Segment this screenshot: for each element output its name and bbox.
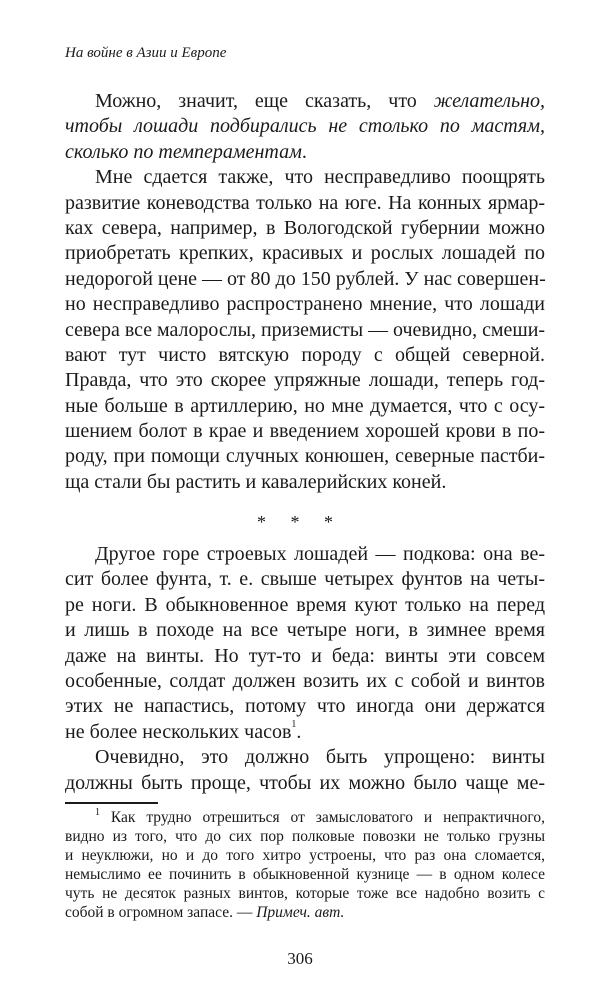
text-line: особенные, солдат должен возить их с собой и винтов bbox=[65, 669, 545, 692]
paragraph-1 bbox=[65, 89, 545, 165]
footnote bbox=[65, 808, 545, 922]
text-line: чуть не десяток разных винтов, которые тоже все надобно возить с bbox=[65, 885, 545, 902]
text-line: приобретать крепких, красивых и рослых лошадей по bbox=[65, 242, 545, 265]
paragraph-2 bbox=[65, 165, 545, 495]
text-line: развитие коневодства только на юге. На конных ярмар- bbox=[65, 191, 545, 214]
text-line: ные больше в артиллерию, но мне думается, что с осу- bbox=[65, 394, 545, 417]
text-span: Можно, значит, еще сказать, что bbox=[95, 90, 434, 112]
text-line: сит более фунта, т. е. свыше четырех фунтов на четы- bbox=[65, 568, 545, 591]
page-number: 306 bbox=[287, 949, 313, 968]
text-line bbox=[65, 720, 545, 745]
text-span: собой в огромном запасе. — bbox=[65, 904, 257, 921]
text-span: Как трудно отрешиться от замысловатого и непрактичного, bbox=[110, 809, 546, 826]
text-line bbox=[65, 89, 545, 114]
italic-text: желательно, bbox=[433, 90, 545, 112]
text-line: и лишь в походе на все четыре ноги, в зимнее время bbox=[65, 619, 545, 642]
text-line: даже на винты. Но тут-то и беда: винты эти совсем bbox=[65, 644, 545, 667]
text-line bbox=[65, 903, 545, 922]
footnote-divider bbox=[65, 802, 158, 804]
text-line bbox=[65, 808, 545, 827]
text-line: Другое горе строевых лошадей — подкова: она ве- bbox=[95, 543, 545, 565]
italic-text: чтобы лошади подбирались не столько по мастям, bbox=[65, 115, 545, 138]
running-head: На войне в Азии и Европе bbox=[65, 45, 227, 61]
text-line: этих не напастись, потому что иногда они держатся bbox=[65, 695, 545, 718]
text-line: и неуклюжи, но и до того хитро устроены, что раз она сломается, bbox=[65, 847, 545, 864]
section-separator: * * * bbox=[257, 512, 343, 532]
text-line: видно из того, что до сих пор полковые повозки не только грузны bbox=[65, 828, 545, 845]
text-span: . bbox=[296, 720, 302, 743]
text-line: ща стали бы растить и кавалерийских коней. bbox=[65, 470, 447, 493]
footnote-marker: 1 bbox=[95, 807, 100, 818]
text-span: . bbox=[301, 140, 307, 163]
footnote-reference[interactable]: 1 bbox=[291, 718, 297, 730]
text-line: немыслимо ее починить в обыкновенной кузнице — в одном колесе bbox=[65, 866, 545, 883]
text-line: ре ноги. В обыкновенное время куют только на перед bbox=[65, 593, 545, 616]
text-line: недорогой цене — от 80 до 150 рублей. У нас совершен- bbox=[65, 267, 546, 290]
text-line: но несправедливо распространено мнение, что лошади bbox=[65, 293, 545, 316]
text-line: роду, при помощи случных конюшен, северные пастби- bbox=[65, 445, 545, 468]
text-line: Очевидно, это должно быть упрощено: винты bbox=[95, 746, 545, 769]
italic-text: Примеч. авт. bbox=[256, 904, 345, 921]
text-line bbox=[65, 114, 545, 139]
text-line: севера все малорослы, приземисты — очевидно, смеши- bbox=[65, 318, 545, 341]
text-line: шением болот в крае и введением хорошей крови в по- bbox=[65, 420, 545, 443]
text-line: вают тут чисто вятскую породу с общей северной. bbox=[65, 343, 545, 366]
text-line: должны быть проще, чтобы их можно было чаще ме- bbox=[65, 771, 545, 794]
text-line bbox=[65, 140, 545, 165]
italic-text: сколько по темпераментам bbox=[65, 140, 302, 163]
text-line: ках севера, например, в Вологодской губернии можно bbox=[65, 216, 545, 239]
text-span: не более нескольких часов bbox=[65, 720, 292, 743]
text-line: Мне сдается также, что несправедливо поощрять bbox=[95, 166, 545, 189]
paragraph-3 bbox=[65, 542, 545, 796]
text-line: Правда, что это скорее упряжные лошади, теперь год- bbox=[65, 369, 545, 392]
